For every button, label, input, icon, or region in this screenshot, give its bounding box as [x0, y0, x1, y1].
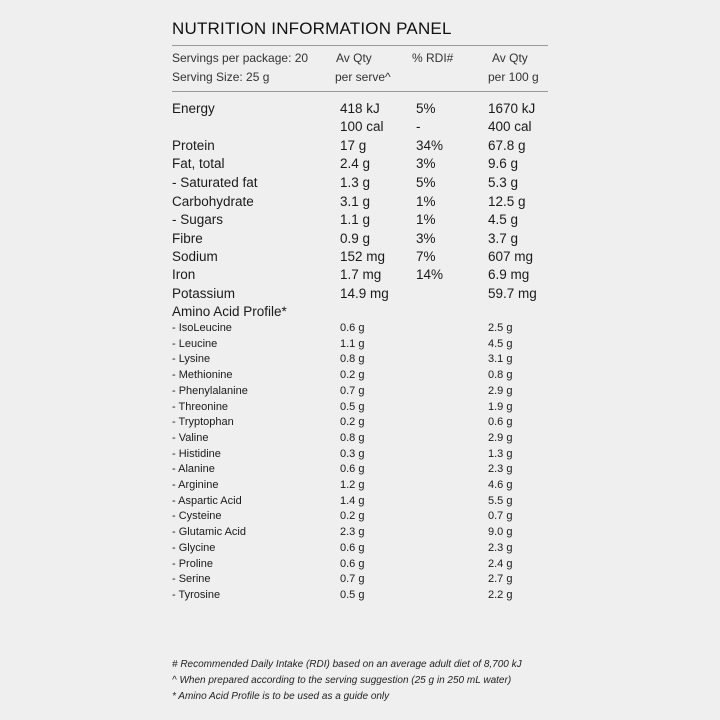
nutrient-row [172, 212, 552, 230]
per-100g-value: 3.1 g [488, 353, 513, 366]
rdi-value: 3% [416, 156, 436, 171]
per-serve-value: 1.3 g [340, 175, 371, 190]
rdi-value: 1% [416, 194, 436, 209]
rdi-value: 34% [416, 138, 444, 153]
amino-acid-name: - Proline [172, 557, 213, 570]
per-serve-value: 1.7 mg [340, 267, 382, 282]
nutrient-name: Protein [172, 138, 215, 153]
per-100g-value: 2.4 g [488, 557, 513, 570]
per-100g-value: 5.5 g [488, 494, 513, 507]
amino-acid-name: - Alanine [172, 463, 215, 476]
per-100g-value: 5.3 g [488, 175, 519, 190]
nutrient-row [172, 156, 552, 174]
panel-title: NUTRITION INFORMATION PANEL [172, 19, 452, 38]
rdi-value: 5% [416, 175, 436, 190]
amino-acid-name: - Serine [172, 573, 211, 586]
footnote-amino: * Amino Acid Profile is to be used as a guide only [172, 691, 390, 702]
per-100g-value: 0.6 g [488, 416, 513, 429]
amino-acid-name: - Tyrosine [172, 588, 221, 601]
per-serve-value: 0.5 g [340, 400, 365, 413]
per-100g-value: 0.8 g [488, 369, 513, 382]
per-100g-value: 2.2 g [488, 588, 513, 601]
nutrient-name: Potassium [172, 286, 236, 301]
col-serve-header-2: per serve^ [335, 70, 391, 84]
rdi-value: 14% [416, 267, 444, 282]
amino-acid-name: - Glycine [172, 541, 216, 554]
amino-acid-name: - Phenylalanine [172, 384, 248, 397]
amino-acid-name: - Histidine [172, 447, 221, 460]
nutrient-name: Energy [172, 101, 215, 116]
per-serve-value: 0.7 g [340, 384, 365, 397]
per-100g-value: 607 mg [488, 249, 534, 264]
rdi-value: 3% [416, 231, 436, 246]
per-100g-value: 2.3 g [488, 541, 513, 554]
per-serve-value: 0.2 g [340, 369, 365, 382]
nutrient-row [172, 138, 552, 156]
amino-acid-name: - Valine [172, 431, 209, 444]
per-100g-value: 2.9 g [488, 384, 513, 397]
col-100-header-2: per 100 g [488, 70, 539, 84]
per-100g-value: 2.9 g [488, 431, 513, 444]
per-serve-value: 0.9 g [340, 231, 371, 246]
nutrition-panel [172, 0, 552, 720]
col-serve-header-1: Av Qty [336, 51, 372, 65]
per-serve-value: 0.8 g [340, 431, 365, 444]
servings-per-package: Servings per package: 20 [172, 51, 309, 65]
nutrient-name: - Sugars [172, 212, 224, 227]
amino-acid-name: - Cysteine [172, 510, 222, 523]
per-serve-value: 17 g [340, 138, 367, 153]
per-100g-value: 67.8 g [488, 138, 526, 153]
col-rdi-header: % RDI# [412, 51, 454, 65]
per-100g-value: 3.7 g [488, 231, 519, 246]
per-100g-value: 2.7 g [488, 573, 513, 586]
per-100g-value: 2.5 g [488, 322, 513, 334]
per-serve-value: 0.6 g [340, 541, 365, 554]
nutrient-name: Sodium [172, 249, 218, 264]
amino-acid-name: - Tryptophan [172, 416, 234, 429]
nutrient-name: Fibre [172, 231, 203, 246]
nutrient-row [172, 231, 552, 249]
nutrient-row [172, 286, 552, 304]
nutrient-row [172, 304, 552, 322]
per-100g-value: 4.5 g [488, 212, 519, 227]
nutrient-row [172, 119, 552, 137]
per-100g-value: 4.6 g [488, 479, 513, 491]
per-serve-value: 0.8 g [340, 353, 365, 366]
nutrient-name: - Saturated fat [172, 175, 258, 190]
amino-acid-name: - Lysine [172, 353, 211, 366]
per-100g-value: 400 cal [488, 119, 532, 134]
per-serve-value: 418 kJ [340, 101, 380, 116]
per-100g-value: 59.7 mg [488, 286, 537, 301]
per-100g-value: 0.7 g [488, 510, 513, 523]
nutrient-name: Amino Acid Profile* [172, 304, 287, 319]
per-serve-value: 152 mg [340, 249, 386, 264]
per-serve-value: 0.2 g [340, 510, 365, 523]
per-serve-value: 0.2 g [340, 416, 365, 429]
nutrient-name: Iron [172, 267, 196, 282]
rdi-value: 1% [416, 212, 436, 227]
per-100g-value: 1670 kJ [488, 101, 536, 116]
top-rule [172, 45, 548, 46]
nutrient-row [172, 267, 552, 285]
per-serve-value: 0.3 g [340, 447, 365, 460]
nutrient-name: Fat, total [172, 156, 225, 171]
nutrient-row [172, 175, 552, 193]
amino-acid-name: - Threonine [172, 400, 229, 413]
rdi-value: 7% [416, 249, 436, 264]
per-serve-value: 100 cal [340, 119, 384, 134]
per-100g-value: 2.3 g [488, 463, 513, 476]
footnote-rdi: # Recommended Daily Intake (RDI) based on an average adult diet of 8,700 kJ [172, 659, 522, 670]
amino-acid-name: - Methionine [172, 369, 233, 382]
per-serve-value: 1.1 g [340, 337, 365, 350]
nutrient-row [172, 101, 552, 119]
rdi-value: 5% [416, 101, 436, 116]
per-serve-value: 0.7 g [340, 573, 365, 586]
per-100g-value: 1.9 g [488, 400, 513, 413]
per-serve-value: 0.5 g [340, 588, 365, 601]
per-100g-value: 6.9 mg [488, 267, 530, 282]
rdi-value: - [416, 119, 421, 134]
per-100g-value: 9.0 g [488, 526, 513, 539]
per-serve-value: 1.2 g [340, 479, 365, 491]
nutrient-row [172, 249, 552, 267]
col-100-header-1: Av Qty [492, 51, 528, 65]
header-rule [172, 91, 548, 92]
per-100g-value: 12.5 g [488, 194, 526, 209]
amino-acid-name: - Aspartic Acid [172, 494, 242, 507]
amino-acid-name: - IsoLeucine [172, 322, 232, 334]
amino-acid-name: - Glutamic Acid [172, 526, 246, 539]
amino-acid-row [172, 589, 552, 607]
per-serve-value: 1.4 g [340, 494, 365, 507]
per-serve-value: 0.6 g [340, 557, 365, 570]
footnote-serving: ^ When prepared according to the serving suggestion (25 g in 250 mL water) [172, 675, 512, 686]
per-100g-value: 9.6 g [488, 156, 519, 171]
per-serve-value: 2.4 g [340, 156, 371, 171]
nutrient-name: Carbohydrate [172, 194, 254, 209]
per-serve-value: 1.1 g [340, 212, 371, 227]
amino-acid-name: - Arginine [172, 479, 219, 491]
serving-size: Serving Size: 25 g [172, 70, 270, 84]
per-serve-value: 14.9 mg [340, 286, 389, 301]
per-serve-value: 0.6 g [340, 322, 365, 334]
per-serve-value: 3.1 g [340, 194, 371, 209]
per-serve-value: 2.3 g [340, 526, 365, 539]
per-100g-value: 1.3 g [488, 447, 513, 460]
per-serve-value: 0.6 g [340, 463, 365, 476]
amino-acid-name: - Leucine [172, 337, 218, 350]
nutrient-row [172, 194, 552, 212]
per-100g-value: 4.5 g [488, 337, 513, 350]
